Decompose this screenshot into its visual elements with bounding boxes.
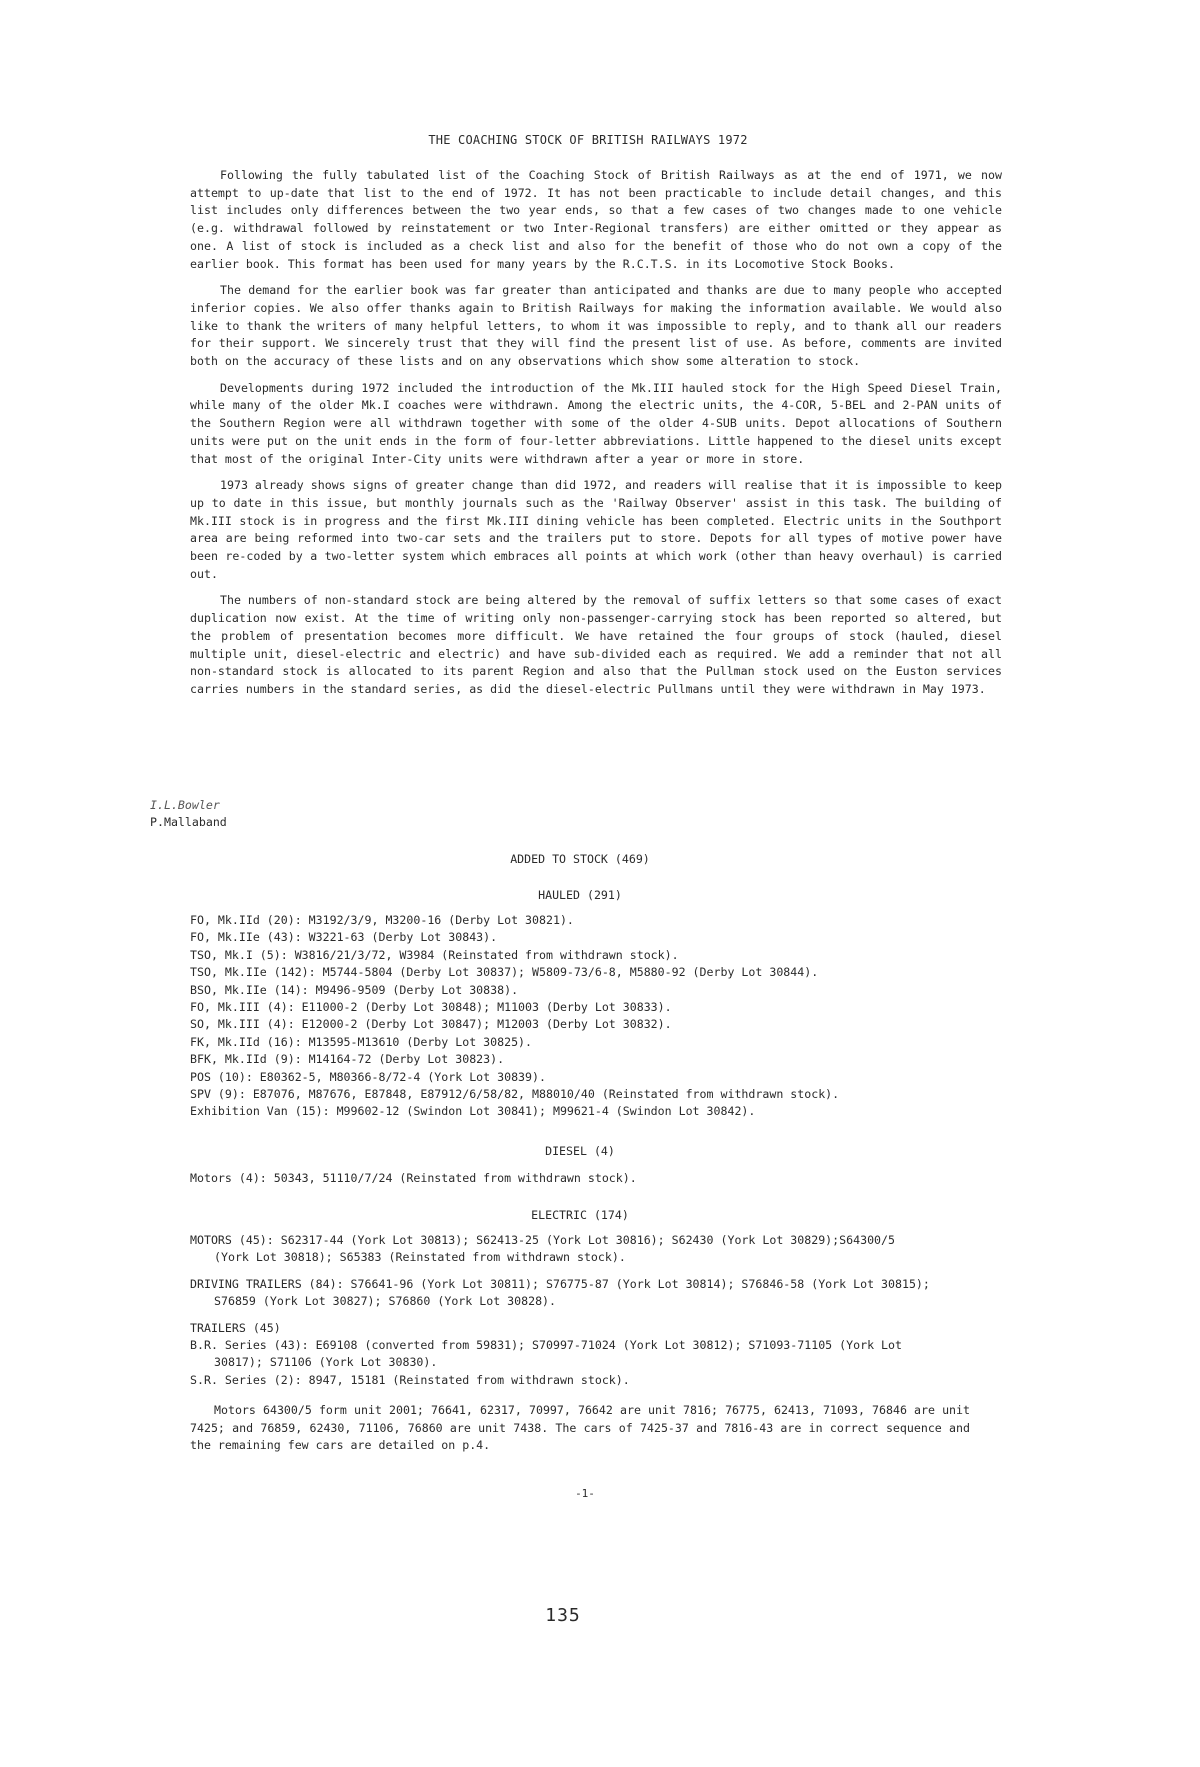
list-item: SO, Mk.III (4): E12000-2 (Derby Lot 30847); M12003 (Derby Lot 30832).	[190, 1017, 672, 1032]
list-item: FO, Mk.III (4): E11000-2 (Derby Lot 30848); M11003 (Derby Lot 30833).	[190, 1000, 672, 1015]
list-item: B.R. Series (43): E69108 (converted from 59831); S70997-71024 (York Lot 30812); S71093-71105 (York Lot	[190, 1338, 902, 1353]
list-item: TSO, Mk.I (5): W3816/21/3/72, W3984 (Reinstated from withdrawn stock).	[190, 947, 679, 962]
list-item: S.R. Series (2): 8947, 15181 (Reinstated from withdrawn stock).	[190, 1372, 630, 1387]
list-item: Exhibition Van (15): M99602-12 (Swindon Lot 30841); M99621-4 (Swindon Lot 30842).	[190, 1104, 756, 1119]
paragraph-4: 1973 already shows signs of greater change than did 1972, and readers will realise that it is impossible to keep up to date in this issue, but monthly journals such as the 'Railway Observer' assist in this task. The building of Mk.III stock is in progress and the first Mk.III dining vehicle has been completed. Electric units in the Southport area are being reformed into two-car sets and the trailers put to store. Depots for all types of motive power have been re-coded by a two-letter system which embraces all points at which work (other than heavy overhaul) is carried out.	[190, 478, 1002, 581]
paragraph-1: Following the fully tabulated list of the Coaching Stock of British Railways as at the end of 1971, we now attempt to up-date that list to the end of 1972. It has not been practicable to include detail changes, and this list includes only differences between the two year ends, so that a few cases of two changes made to one vehicle (e.g. withdrawal followed by reinstatement or two Inter-Regional transfers) are either omitted or they appear as one. A list of stock is included as a check list and also for the benefit of those who do not own a copy of the earlier book. This format has been used for many years by the R.C.T.S. in its Locomotive Stock Books.	[190, 168, 1002, 271]
list-item: MOTORS (45): S62317-44 (York Lot 30813); S62413-25 (York Lot 30816); S62430 (York Lot 30829);S64300/5	[190, 1233, 895, 1247]
list-item: FO, Mk.IIe (43): W3221-63 (Derby Lot 30843).	[190, 930, 498, 945]
diesel-heading: DIESEL (4)	[545, 1144, 615, 1158]
list-item: TSO, Mk.IIe (142): M5744-5804 (Derby Lot 30837); W5809-73/6-8, M5880-92 (Derby Lot 30844).	[190, 965, 819, 980]
trailers-heading: TRAILERS (45)	[190, 1320, 281, 1335]
list-item: FO, Mk.IId (20): M3192/3/9, M3200-16 (Derby Lot 30821).	[190, 913, 574, 927]
signature-1: I.L.Bowler	[150, 798, 220, 812]
list-item: POS (10): E80362-5, M80366-8/72-4 (York Lot 30839).	[190, 1069, 546, 1084]
list-item: FK, Mk.IId (16): M13595-M13610 (Derby Lot 30825).	[190, 1034, 533, 1049]
list-item: SPV (9): E87076, M87676, E87848, E87912/6/58/82, M88010/40 (Reinstated from withdrawn stock).	[190, 1087, 840, 1102]
page-marker: -1-	[575, 1487, 595, 1500]
unit-formation-note	[190, 1402, 970, 1455]
signature-2: P.Mallaband	[150, 815, 227, 829]
list-item-continued: S76859 (York Lot 30827); S76860 (York Lot 30828).	[214, 1294, 557, 1309]
page-number: 135	[545, 1605, 581, 1626]
paragraph-5: The numbers of non-standard stock are being altered by the removal of suffix letters so that some cases of exact duplication now exist. At the time of writing only non-passenger-carrying stock has been reported so altered, but the problem of presentation becomes more difficult. We have retained the four groups of stock (hauled, diesel multiple unit, diesel-electric and electric) and have sub-divided each as required. We add a reminder that not all non-standard stock is allocated to its parent Region and also that the Pullman stock used on the Euston services carries numbers in the standard series, as did the diesel-electric Pullmans until they were withdrawn in May 1973.	[190, 593, 1002, 696]
paragraph-2: The demand for the earlier book was far greater than anticipated and thanks are due to many people who accepted inferior copies. We also offer thanks again to British Railways for making the information available. We would also like to thank the writers of many helpful letters, to whom it was impossible to reply, and to thank all our readers for their support. We sincerely trust that they will find the present list of use. As before, comments are invited both on the accuracy of these lists and on any observations which show some alteration to stock.	[190, 283, 1002, 369]
document-title: THE COACHING STOCK OF BRITISH RAILWAYS 1972	[428, 133, 748, 147]
list-item: DRIVING TRAILERS (84): S76641-96 (York Lot 30811); S76775-87 (York Lot 30814); S76846-58 (York Lot 30815);	[190, 1276, 930, 1291]
list-item: BSO, Mk.IIe (14): M9496-9509 (Derby Lot 30838).	[190, 982, 519, 997]
electric-list	[190, 1232, 1010, 1389]
footnote-text: Motors 64300/5 form unit 2001; 76641, 62317, 70997, 76642 are unit 7816; 76775, 62413, 71093, 76846 are unit 7425; and 76859, 62430, 71106, 76860 are unit 7438. The cars of 7425-37 and 7816-43 are in correct sequence and the remaining few cars are detailed on p.4.	[190, 1403, 970, 1452]
hauled-list	[190, 912, 1010, 1121]
electric-heading: ELECTRIC (174)	[531, 1208, 629, 1222]
list-item: BFK, Mk.IId (9): M14164-72 (Derby Lot 30823).	[190, 1052, 505, 1067]
list-item-continued: (York Lot 30818); S65383 (Reinstated from withdrawn stock).	[214, 1250, 626, 1265]
list-item-continued: 30817); S71106 (York Lot 30830).	[214, 1355, 438, 1370]
paragraph-3: Developments during 1972 included the introduction of the Mk.III hauled stock for the High Speed Diesel Train, while many of the older Mk.I coaches were withdrawn. Among the electric units, the 4-COR, 5-BEL and 2-PAN units of the Southern Region were all withdrawn together with some of the older 4-SUB units. Depot allocations of Southern units were put on the unit ends in the form of four-letter abbreviations. Little happened to the diesel units except that most of the original Inter-City units were withdrawn after a year or more in store.	[190, 380, 1002, 466]
hauled-heading: HAULED (291)	[538, 888, 622, 902]
signatures	[150, 797, 227, 831]
list-item: Motors (4): 50343, 51110/7/24 (Reinstated from withdrawn stock).	[190, 1171, 637, 1185]
diesel-list	[190, 1170, 1010, 1187]
added-to-stock-heading: ADDED TO STOCK (469)	[510, 852, 650, 866]
introduction-text	[190, 167, 1002, 708]
